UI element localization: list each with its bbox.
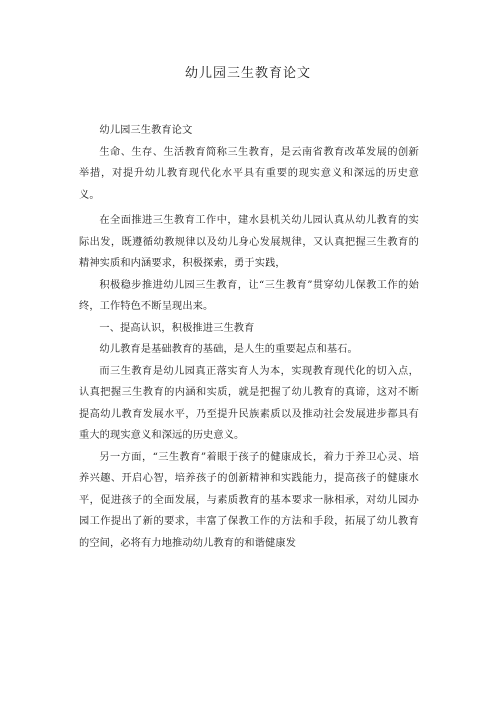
paragraph-promote: 积极稳步推进幼儿园三生教育，让“三生教育”贯穿幼儿保教工作的始终，工作特色不断呈现出来。 <box>79 279 419 312</box>
document-body <box>79 120 419 554</box>
section-heading-1: 一、提高认识，积极推进三生教育 <box>99 322 255 334</box>
paragraph-intro: 生命、生存、生活教育简称三生教育，是云南省教育改革发展的创新举措，对提升幼儿教育现代化水平具有重要的现实意义和深远的历史意义。 <box>79 146 419 201</box>
paragraph-subtitle: 幼儿园三生教育论文 <box>99 125 193 136</box>
paragraph-foundation: 幼儿教育是基础教育的基础，是人生的重要起点和基石。 <box>99 344 358 355</box>
paragraph-development: 另一方面，“三生教育”着眼于孩子的健康成长，着力于养卫心灵、培养兴趣、开启心智，培养孩子的创新精神和实践能力，提高孩子的健康水平，促进孩子的全面发展，与素质教育的基本要求一脉相承，对幼儿园办园工作提出了新的要求，丰富了保教工作的方法和手段，拓展了幼儿教育的空间，必将有力地推动幼儿教育的和谐健康发 <box>79 451 419 549</box>
paragraph-significance: 而三生教育是幼儿园真正落实育人为本，实现教育现代化的切入点，认真把握三生教育的内涵和实质，就是把握了幼儿教育的真谛，这对不断提高幼儿教育发展水平，乃至提升民族素质以及推动社会发展进步都具有重大的现实意义和深远的历史意义。 <box>79 365 419 441</box>
paragraph-practice: 在全面推进三生教育工作中，建水县机关幼儿园认真从幼儿教育的实际出发，既遵循幼教规律以及幼儿身心发展规律，又认真把握三生教育的精神实质和内涵要求，积极探索，勇于实践， <box>79 215 419 269</box>
document-title: 幼儿园三生教育论文 <box>184 66 311 81</box>
